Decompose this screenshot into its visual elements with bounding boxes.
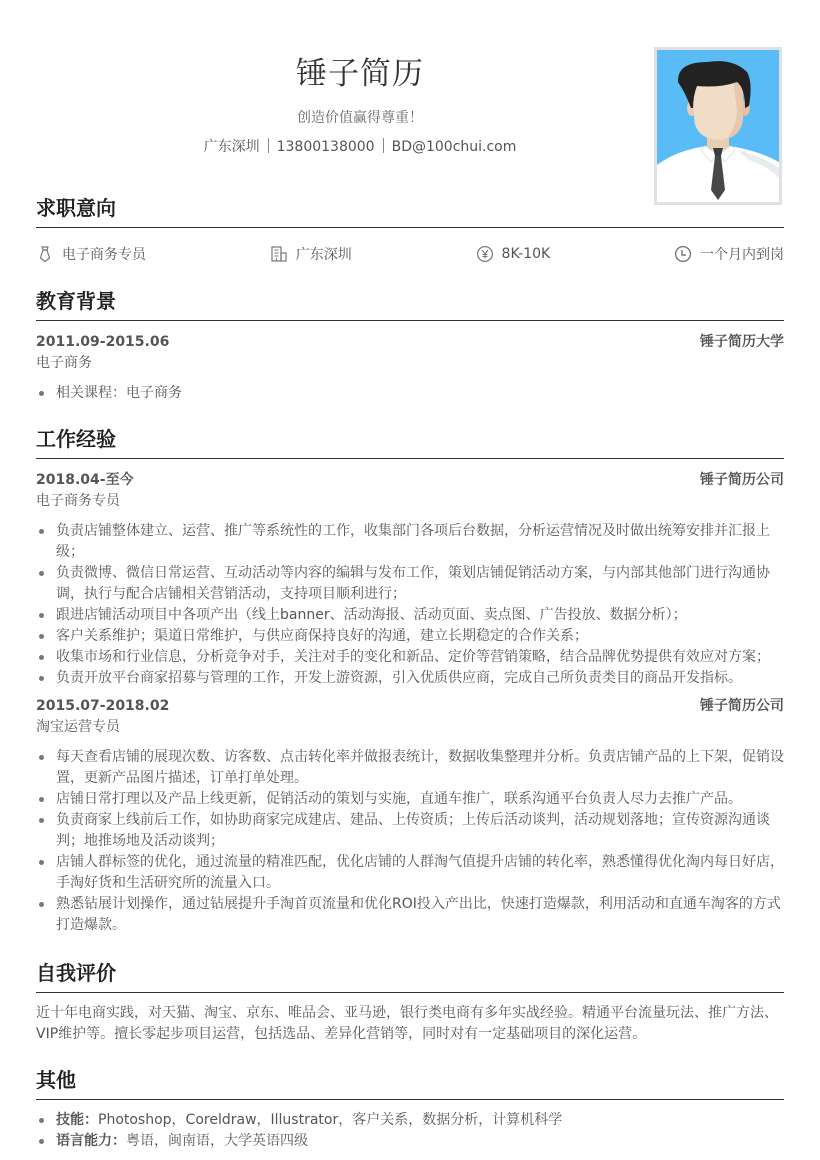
entry-header [36,470,784,490]
list-item-skills [36,1110,784,1131]
list-item: 客户关系维护；渠道日常维护，与供应商保持良好的沟通，建立长期稳定的合作关系； [36,626,784,647]
section-job-intent [36,193,784,228]
entry-org: 锤子简历公司 [700,472,784,488]
list-item: 负责开放平台商家招募与管理的工作，开发上游资源，引入优质供应商，完成自己所负责类目的商品开发指标。 [36,668,784,689]
languages-value: 粤语，闽南语，大学英语四级 [126,1133,308,1149]
intent-salary-label: 8K-10K [501,246,551,262]
resume-motto: 创造价值赢得尊重！ [297,110,423,126]
tie-icon [36,245,54,263]
section-divider [36,1099,784,1100]
entry-header [36,696,784,716]
contact-location: 广东深圳 [203,139,260,155]
contact-email[interactable]: BD@100chui.com [391,139,517,155]
entry-org: 锤子简历大学 [700,334,784,350]
intent-availability-label: 一个月内到岗 [699,247,784,263]
resume-name: 锤子简历 [296,56,424,92]
contact-divider [383,138,384,153]
entry-role: 电子商务专员 [36,493,120,509]
entry-bullets [36,521,784,689]
list-item: 相关课程：电子商务 [36,383,784,404]
list-item: 熟悉钻展计划操作，通过钻展提升手淘首页流量和优化ROI投入产出比，快速打造爆款，利用活动和直通车淘客的方式打造爆款。 [36,894,784,936]
building-icon [270,245,288,263]
entry-bullets [36,747,784,936]
entry-period: 2011.09-2015.06 [36,334,170,350]
list-item: 每天查看店铺的展现次数、访客数、点击转化率并做报表统计，数据收集整理并分析。负责店铺产品的上下架，促销设置，更新产品图片描述，订单打单处理。 [36,747,784,789]
intent-location-label: 广东深圳 [295,247,352,263]
list-item: 负责商家上线前后工作，如协助商家完成建店、建品、上传资质；上传后活动谈判，活动规划落地；宣传资源沟通谈判；地推场地及活动谈判； [36,810,784,852]
section-title: 其他 [36,1068,76,1092]
section-title: 工作经验 [36,427,116,451]
work-entry [36,470,784,689]
section-title: 教育背景 [36,289,116,313]
job-intent-row [36,244,784,264]
list-item: 负责微博、微信日常运营、互动活动等内容的编辑与发布工作，策划店铺促销活动方案，与内部其他部门进行沟通协调，执行与配合店铺相关营销活动，支持项目顺利进行； [36,563,784,605]
entry-bullets [36,383,784,404]
intent-position [36,244,146,264]
resume-header [0,0,820,200]
list-item-languages [36,1131,784,1152]
entry-period: 2018.04-至今 [36,472,134,488]
section-other [36,1065,784,1152]
section-work [36,424,784,936]
entry-role: 淘宝运营专员 [36,719,120,735]
languages-label: 语言能力： [56,1133,126,1149]
entry-period: 2015.07-2018.02 [36,698,170,714]
other-bullets [36,1110,784,1152]
intent-salary [476,244,551,264]
entry-header [36,332,784,352]
section-divider [36,458,784,459]
avatar-photo [654,47,782,205]
intent-location [270,244,352,264]
section-education [36,286,784,404]
entry-org: 锤子简历公司 [700,698,784,714]
yen-icon [476,245,494,263]
self-evaluation-text: 近十年电商实践，对天猫、淘宝、京东、唯品会、亚马逊，银行类电商有多年实战经验。精通平台流量玩法、推广方法、VIP维护等。擅长零起步项目运营，包括选品、差异化营销等，同时对有一定基础项目的深化运营。 [36,1005,778,1042]
clock-icon [674,245,692,263]
section-divider [36,320,784,321]
skills-value: Photoshop，Coreldraw，Illustrator，客户关系，数据分析，计算机科学 [98,1112,563,1128]
work-entry [36,696,784,936]
contact-phone: 13800138000 [276,139,375,155]
section-self-evaluation [36,958,784,1045]
list-item: 跟进店铺活动项目中各项产出（线上banner、活动海报、活动页面、卖点图、广告投放、数据分析）； [36,605,784,626]
section-divider [36,992,784,993]
education-entry [36,332,784,404]
contact-divider [268,138,269,153]
contact-line [0,136,720,156]
section-title: 求职意向 [36,196,116,220]
list-item: 店铺日常打理以及产品上线更新，促销活动的策划与实施，直通车推广，联系沟通平台负责人尽力去推广产品。 [36,789,784,810]
list-item: 负责店铺整体建立、运营、推广等系统性的工作，收集部门各项后台数据，分析运营情况及时做出统筹安排并汇报上级； [36,521,784,563]
section-title: 自我评价 [36,961,116,985]
entry-role: 电子商务 [36,355,92,371]
section-divider [36,227,784,228]
intent-availability [674,244,784,264]
list-item: 店铺人群标签的优化，通过流量的精准匹配，优化店铺的人群淘气值提升店铺的转化率，熟悉懂得优化淘内每日好店，手淘好货和生活研究所的流量入口。 [36,852,784,894]
person-avatar-icon [657,50,779,202]
skills-label: 技能： [56,1112,98,1128]
intent-position-label: 电子商务专员 [62,247,146,263]
list-item: 收集市场和行业信息，分析竞争对手，关注对手的变化和新品、定价等营销策略，结合品牌优势提供有效应对方案； [36,647,784,668]
